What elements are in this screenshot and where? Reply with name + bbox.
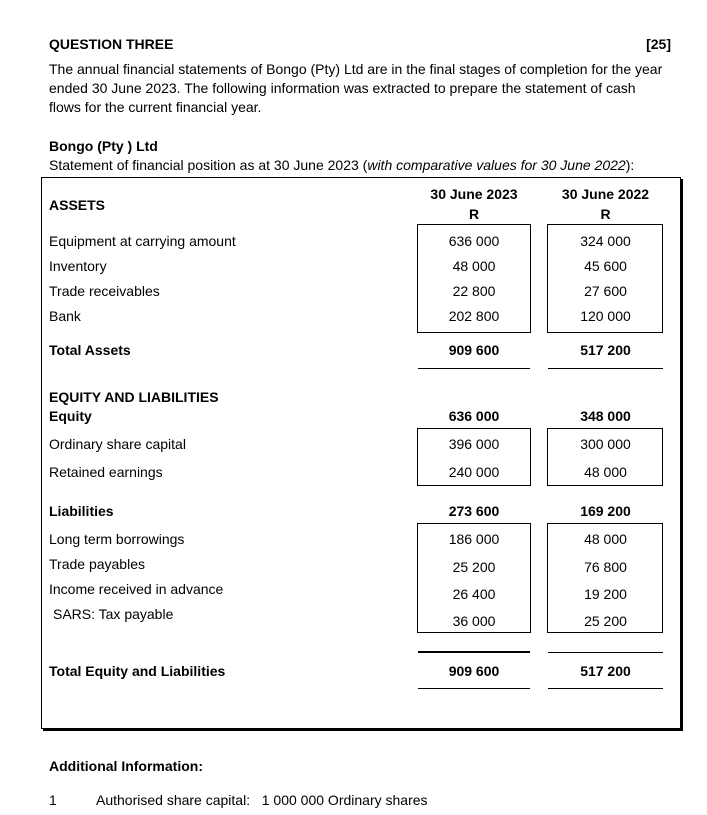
liabilities-label: Liabilities [49, 503, 114, 519]
table-frame-shadow-bottom [43, 729, 682, 731]
col-header-2022: 30 June 2022 [561, 186, 650, 202]
liability-item-2022: 76 800 [584, 559, 627, 575]
asset-value-2023: 22 800 [452, 283, 496, 299]
equity-item-2023: 240 000 [448, 464, 500, 480]
liabilities-total-2023: 273 600 [448, 503, 500, 519]
assets-heading: ASSETS [49, 197, 106, 213]
col-currency-2023: R [468, 206, 480, 222]
asset-label: Trade receivables [49, 283, 160, 299]
asset-label: Bank [49, 308, 81, 324]
asset-value-2022: 120 000 [580, 308, 631, 324]
liability-item-2022: 25 200 [584, 613, 627, 629]
statement-suffix: ): [625, 157, 635, 173]
asset-value-2022: 45 600 [584, 258, 627, 274]
company-name: Bongo (Pty ) Ltd [49, 138, 158, 154]
asset-value-2023: 48 000 [452, 258, 496, 274]
total-equity-liabilities-2023: 909 600 [448, 663, 500, 679]
additional-item-number: 1 [49, 792, 57, 808]
total-assets-underline-2022 [548, 368, 663, 369]
col-header-2023: 30 June 2023 [430, 186, 518, 202]
equity-total-2023: 636 000 [448, 408, 500, 424]
asset-value-2022: 324 000 [580, 233, 631, 249]
liability-item-2023: 36 000 [452, 613, 496, 629]
additional-item-text: Authorised share capital: 1 000 000 Ordinary shares [96, 792, 428, 808]
col-currency-2022: R [600, 206, 611, 222]
equity-item-label: Ordinary share capital [49, 436, 186, 452]
total-el-underline-2022 [548, 688, 663, 689]
liabilities-total-2022: 169 200 [580, 503, 631, 519]
liability-item-label: Trade payables [49, 556, 145, 572]
equity-label: Equity [49, 408, 92, 424]
total-assets-underline-2023 [418, 368, 530, 369]
total-assets-2023: 909 600 [448, 342, 500, 358]
equity-item-2022: 48 000 [584, 464, 627, 480]
liability-item-2022: 19 200 [584, 586, 627, 602]
statement-subtitle [49, 157, 634, 173]
liability-item-label: SARS: Tax payable [53, 606, 174, 622]
total-el-overline-2023 [418, 651, 530, 653]
equity-total-2022: 348 000 [580, 408, 631, 424]
total-assets-2022: 517 200 [580, 342, 631, 358]
liability-item-2023: 186 000 [448, 531, 500, 547]
liability-item-2023: 25 200 [452, 559, 496, 575]
equity-item-label: Retained earnings [49, 464, 163, 480]
liability-item-label: Long term borrowings [49, 531, 185, 547]
statement-prefix: Statement of financial position as at 30 June 2023 ( [49, 157, 368, 173]
total-assets-label: Total Assets [49, 342, 131, 358]
asset-label: Equipment at carrying amount [49, 233, 236, 249]
liability-item-2023: 26 400 [452, 586, 496, 602]
question-title: QUESTION THREE [49, 36, 174, 52]
total-el-underline-2023 [418, 688, 530, 689]
table-frame-shadow-right [681, 179, 683, 731]
liability-item-2022: 48 000 [584, 531, 627, 547]
asset-value-2023: 202 800 [448, 308, 500, 324]
asset-value-2022: 27 600 [584, 283, 627, 299]
statement-italic: with comparative values for 30 June 2022 [367, 157, 626, 173]
total-equity-liabilities-label: Total Equity and Liabilities [49, 663, 226, 679]
asset-label: Inventory [49, 258, 107, 274]
question-marks: [25] [646, 36, 671, 52]
asset-value-2023: 636 000 [448, 233, 500, 249]
equity-liabilities-heading: EQUITY AND LIABILITIES [49, 389, 219, 405]
question-intro: The annual financial statements of Bongo (Pty) Ltd are in the final stages of completion for the year ended 30 June 2023. The following information was extracted to prepare the statement of cash flows for the current financial year. [49, 61, 663, 115]
liability-item-label: Income received in advance [49, 581, 224, 597]
total-equity-liabilities-2022: 517 200 [580, 663, 631, 679]
equity-item-2023: 396 000 [448, 436, 500, 452]
additional-info-heading: Additional Information: [49, 758, 203, 774]
equity-item-2022: 300 000 [580, 436, 631, 452]
total-el-overline-2022 [548, 652, 663, 653]
